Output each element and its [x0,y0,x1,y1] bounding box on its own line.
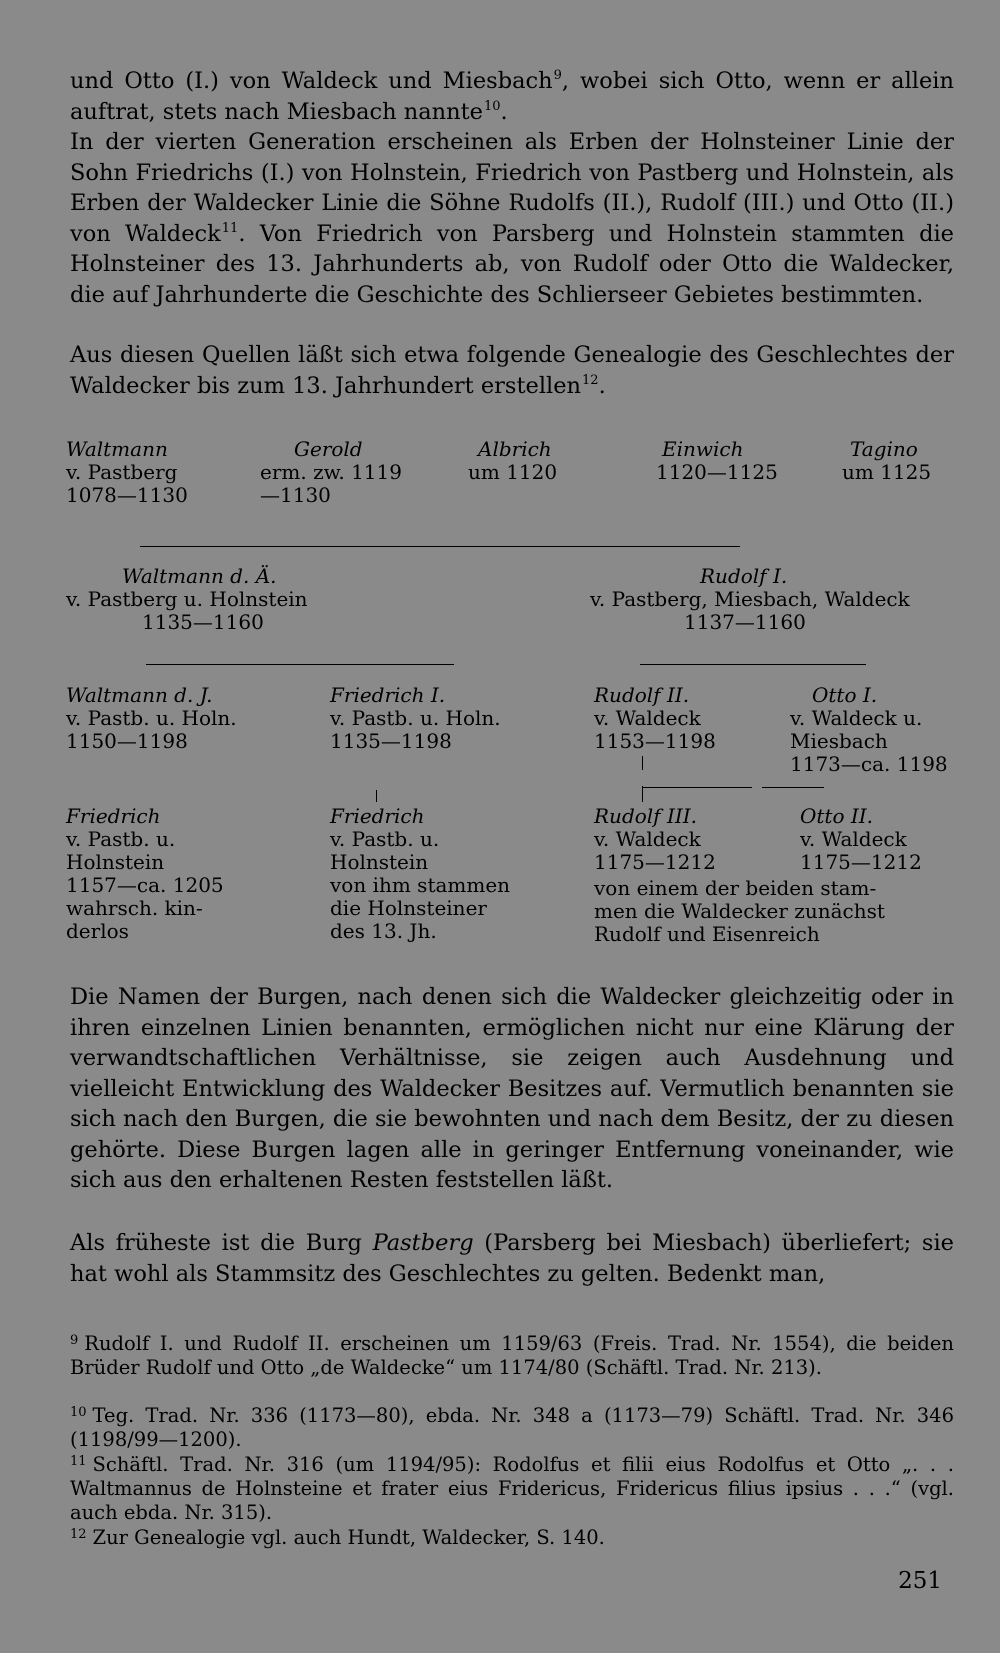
person-detail: 1078—1130 [66,483,188,507]
footnote-number: 11 [70,1454,87,1469]
person-detail: Miesbach [790,729,888,753]
footnote-number: 10 [70,1405,87,1420]
person-detail: derlos [66,919,129,943]
genealogy-person [260,438,402,507]
person-detail: v. Waldeck [594,706,701,730]
footnote-number: 9 [70,1333,79,1348]
person-detail: um 1120 [468,460,558,484]
footnote-ref[interactable]: 11 [221,220,239,236]
person-name: Gerold [294,437,363,461]
footnote [70,1523,954,1550]
emphasis-text: Pastberg [372,1230,474,1256]
paragraph-text: , wobei sich Otto, wenn er allein auftrat, stets nach Miesbach nannte [70,68,954,125]
genealogy-person [66,565,308,634]
person-detail: des 13. Jh. [330,919,437,943]
genealogy-person [66,684,237,753]
genealogy-connector [642,786,643,802]
person-name: Rudolf III. [594,804,697,828]
person-name: Friedrich I. [330,683,446,707]
person-detail: v. Pastberg [66,460,178,484]
genealogy-person [790,684,948,776]
genealogy-person [330,805,510,943]
genealogy-connector [146,664,454,665]
genealogy-connector [642,787,752,788]
person-name: Albrich [478,437,552,461]
paragraph-4 [70,982,954,1196]
paragraph-text: Die Namen der Burgen, nach denen sich die Waldecker gleichzeitig oder in ihren einzelnen Linien benannten, ermöglichen nicht nur eine Klärung der verwandtschaftlichen Verhältnisse, sie zeigen auch Ausdehnung und vielleicht Entwicklung des Waldecker Besitzes auf. Vermutlich benannten sie sich nach den Burgen, die sie bewohnten und nach dem Besitz, der zu diesen gehörte. Diese Burgen lagen alle in geringer Entfernung voneinander, wie sich aus den erhaltenen Resten feststellen läßt. [70,984,954,1193]
person-name: Rudolf I. [700,564,788,588]
footnote-text: Schäftl. Trad. Nr. 316 (um 1194/95): Rodolfus et filii eius Rodolfus et Otto „. . . Waltmannus de Holnsteine et frater eius Fridericus, Fridericus filius ipsius . . .“ (vgl. auch ebda. Nr. 315). [70,1453,954,1524]
paragraph-1 [70,66,954,127]
genealogy-person [590,565,910,634]
genealogy-person [656,438,778,484]
person-detail: 1175—1212 [800,850,922,874]
person-detail: —1130 [260,483,331,507]
person-detail: 1150—1198 [66,729,188,753]
genealogy-person [66,805,224,943]
genealogy-person [800,805,922,874]
person-detail: 1120—1125 [656,460,778,484]
footnote [70,1401,954,1452]
paragraph-2 [70,127,954,310]
genealogy-person [66,438,188,507]
person-name: Tagino [850,437,918,461]
person-name: Waltmann d. J. [66,683,213,707]
person-detail: v. Pastb. u. Holn. [330,706,501,730]
paragraph-text: . [598,372,606,399]
person-name: Waltmann [66,437,168,461]
footnote-ref[interactable]: 10 [484,98,501,114]
person-detail: 1137—1160 [684,610,806,634]
paragraph-5 [70,1228,954,1289]
genealogy-connector [642,756,643,770]
footnote-text: Teg. Trad. Nr. 336 (1173—80), ebda. Nr. 348 a (1173—79) Schäftl. Trad. Nr. 346 (1198/99—1200). [70,1404,954,1451]
person-detail: v. Waldeck [594,827,701,851]
person-detail: 1175—1212 [594,850,716,874]
paragraph-text: . Von Friedrich von Parsberg und Holnstein stammten die Holnsteiner des 13. Jahrhunderts ab, von Rudolf oder Otto die Waldecker, die auf Jahrhunderte die Geschichte des Schlierseer Gebietes bestimmten. [70,220,954,308]
page-number: 251 [898,1568,942,1594]
footnote-ref[interactable]: 9 [553,68,562,83]
footnote-text: Rudolf I. und Rudolf II. erscheinen um 1159/63 (Freis. Trad. Nr. 1554), die beiden Brüder Rudolf und Otto „de Waldecke“ um 1174/80 (Schäftl. Trad. Nr. 213). [70,1332,954,1379]
person-detail: v. Waldeck u. [790,706,923,730]
footnote-ref[interactable]: 12 [582,372,599,388]
person-detail: von ihm stammen [330,873,511,897]
paragraph-text: In der vierten Generation erscheinen als Erben der Holnsteiner Linie der Sohn Friedrichs (I.) von Holnstein, Friedrich von Pastberg und Holnstein, als Erben der Waldecker Linie die Söhne Rudolfs (II.), Rudolf (III.) und Otto (II.) von Waldeck [70,129,954,247]
genealogy-connector [762,787,824,788]
person-detail: Rudolf und Eisenreich [594,922,820,946]
person-detail: 1157—ca. 1205 [66,873,224,897]
person-detail: 1153—1198 [594,729,716,753]
paragraph-text: . [500,98,508,125]
person-name: Otto I. [812,683,878,707]
person-name: Friedrich [66,804,161,828]
person-detail: v. Pastberg u. Holnstein [66,587,308,611]
person-detail: Holnstein [330,850,429,874]
footnote-number: 12 [70,1527,87,1542]
person-detail: von einem der beiden stam- [594,876,877,900]
person-detail: wahrsch. kin- [66,896,203,920]
footnote [70,1450,954,1525]
genealogy-connector [140,546,740,547]
paragraph-3 [70,340,954,401]
person-detail: um 1125 [842,460,932,484]
genealogy-person [330,684,501,753]
person-detail: erm. zw. 1119 [260,460,402,484]
footnote-text: Zur Genealogie vgl. auch Hundt, Waldecker, S. 140. [92,1526,605,1549]
genealogy-note [594,877,885,946]
person-detail: v. Waldeck [800,827,907,851]
person-name: Einwich [662,437,744,461]
paragraph-text: Als früheste ist die Burg [70,1230,373,1256]
person-detail: v. Pastb. u. [330,827,440,851]
footnote [70,1329,954,1380]
genealogy-person [594,684,716,753]
genealogy-connector [376,790,377,802]
genealogy-connector [640,664,866,665]
person-name: Friedrich [330,804,425,828]
person-detail: v. Pastb. u. [66,827,176,851]
paragraph-text: und Otto (I.) von Waldeck und Miesbach [70,68,553,94]
paragraph-text: Aus diesen Quellen läßt sich etwa folgende Genealogie des Geschlechtes der Waldecker bis zum 13. Jahrhundert erstellen [70,342,954,399]
person-detail: 1135—1160 [142,610,264,634]
person-name: Otto II. [800,804,874,828]
person-detail: die Holnsteiner [330,896,487,920]
genealogy-person [842,438,931,484]
person-detail: 1135—1198 [330,729,452,753]
paragraph-text: (Parsberg bei Miesbach) überliefert; sie hat wohl als Stammsitz des Geschlechtes zu gelten. Bedenkt man, [70,1230,954,1287]
person-detail: Holnstein [66,850,165,874]
genealogy-person [594,805,716,874]
person-name: Waltmann d. Ä. [122,564,277,588]
person-detail: men die Waldecker zunächst [594,899,885,923]
genealogy-person [468,438,557,484]
person-detail: v. Pastb. u. Holn. [66,706,237,730]
person-detail: v. Pastberg, Miesbach, Waldeck [590,587,910,611]
person-detail: 1173—ca. 1198 [790,752,948,776]
person-name: Rudolf II. [594,683,690,707]
